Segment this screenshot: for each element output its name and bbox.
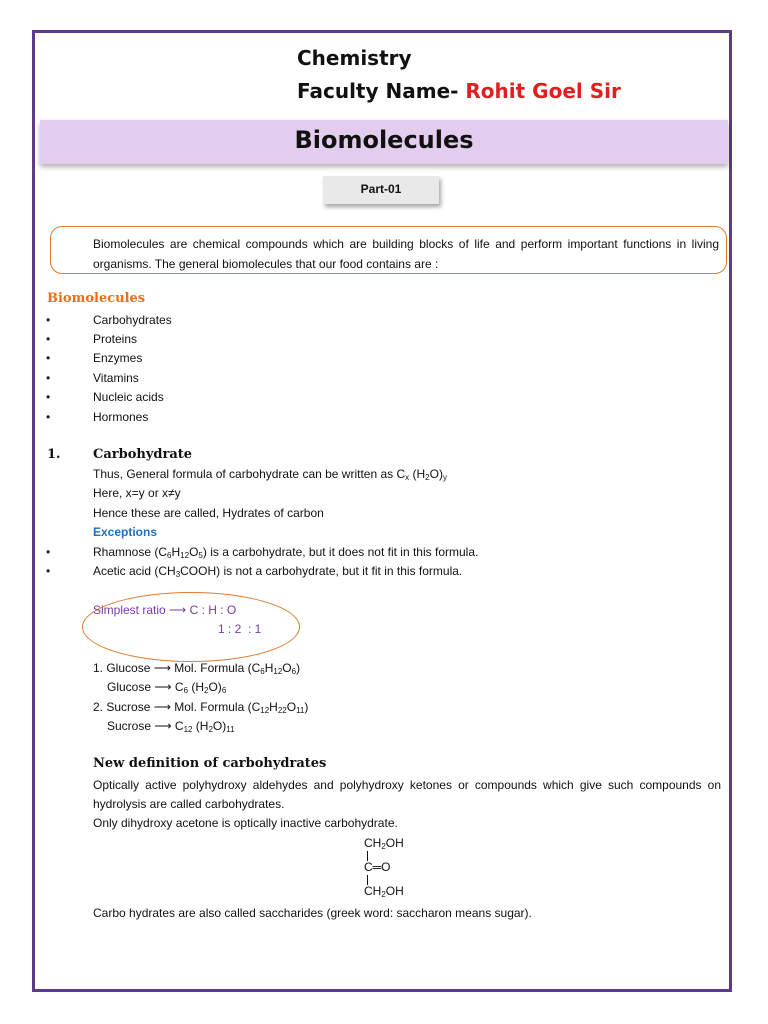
list-item: • [46, 351, 51, 365]
structure-top [364, 836, 404, 851]
formula-text: 1. Glucose ⟶ Mol. Formula (C [93, 661, 261, 675]
subscript: 2 [204, 686, 209, 695]
glucose-carbon-formula [107, 680, 226, 695]
subscript: y [442, 473, 447, 482]
formula-text: ) is a carbohydrate, but it does not fit in this formula. [202, 545, 479, 559]
subscript: 2 [381, 890, 386, 899]
general-formula-line [93, 467, 447, 482]
list-item: • [46, 545, 51, 559]
formula-text: O) [208, 680, 222, 694]
saccharides-line: Carbo hydrates are also called saccharides (greek word: saccharon means sugar). [93, 906, 532, 920]
formula-text: O [286, 700, 297, 714]
subscript: 6 [260, 667, 265, 676]
list-item: • [46, 332, 51, 346]
hence-line: Hence these are called, Hydrates of carbon [93, 506, 324, 520]
formula-text: O [282, 661, 292, 675]
exception-rhamnose [93, 545, 478, 560]
ratio-label: Simplest ratio [93, 603, 166, 617]
faculty-prefix: Faculty Name- [297, 79, 459, 103]
section-heading: Carbohydrate [93, 447, 193, 462]
list-item: • [46, 390, 51, 404]
list-item-label: Proteins [93, 332, 138, 346]
formula-text: Rhamnose (C [93, 545, 168, 559]
list-item: • [46, 313, 51, 327]
intro-box [50, 226, 727, 274]
list-item-label: Carbohydrates [93, 313, 172, 327]
subscript: 12 [260, 706, 270, 715]
list-item: • [46, 564, 51, 578]
formula-text: H [264, 661, 274, 675]
structure-carbonyl: C═O [364, 860, 391, 874]
ratio-values: 1 : 2 : 1 [218, 622, 262, 636]
formula-text: (H [409, 467, 426, 481]
exception-acetic-acid [93, 564, 462, 579]
formula-text: O) [429, 467, 443, 481]
glucose-mol-formula [93, 661, 300, 676]
intro-text: Biomolecules are chemical compounds which are building blocks of life and perform important functions in living organisms. The general biomolecules that our food contains are : [93, 237, 719, 271]
subscript: 12 [273, 667, 283, 676]
subscript: 6 [167, 551, 172, 560]
list-item-label: Vitamins [93, 371, 139, 385]
exceptions-heading: Exceptions [93, 525, 158, 539]
new-definition-heading: New definition of carbohydrates [93, 756, 327, 771]
formula-text: OH [385, 836, 404, 850]
title-banner [40, 120, 728, 164]
faculty-name: Rohit Goel Sir [465, 79, 621, 103]
formula-text: (H [188, 680, 205, 694]
section-number: 1. [47, 447, 61, 462]
formula-text: H [269, 700, 278, 714]
subscript: 11 [226, 725, 235, 734]
formula-text: O) [212, 719, 227, 733]
biomolecules-heading: Biomolecules [47, 291, 146, 306]
sucrose-carbon-formula [107, 719, 235, 734]
subscript: 2 [425, 473, 430, 482]
list-item: • [46, 371, 51, 385]
formula-text: (H [192, 719, 209, 733]
here-line: Here, x=y or x≠y [93, 486, 181, 500]
list-item-label: Hormones [93, 410, 149, 424]
formula-text: ) [304, 700, 309, 714]
list-item-label: Enzymes [93, 351, 143, 365]
list-item-label: Nucleic acids [93, 390, 164, 404]
formula-text: H [171, 545, 181, 559]
subscript: 2 [208, 725, 213, 734]
formula-text: CH [364, 884, 382, 898]
formula-text: OH [385, 884, 404, 898]
subscript: 6 [183, 686, 189, 695]
formula-text: CH [364, 836, 382, 850]
subscript: 3 [175, 570, 181, 579]
subscript: 5 [198, 551, 203, 560]
subject-title [297, 46, 412, 70]
part-label: Part-01 [360, 182, 402, 196]
subscript: 11 [296, 706, 305, 715]
ratio-elements: C : H : O [189, 603, 237, 617]
subscript: 6 [221, 686, 227, 695]
formula-text: Thus, General formula of carbohydrate can be written as C [93, 467, 406, 481]
formula-text: ) [296, 661, 301, 675]
subscript: 2 [381, 842, 386, 851]
structure-bottom [364, 884, 404, 899]
part-badge [323, 176, 439, 204]
formula-text: Acetic acid (CH [93, 564, 176, 578]
faculty-line [297, 79, 621, 103]
formula-text: COOH) is not a carbohydrate, but it fit in this formula. [180, 564, 463, 578]
ratio-line [93, 603, 236, 617]
subscript: x [405, 473, 410, 482]
subject-label: Chemistry [297, 46, 412, 70]
subscript: 12 [183, 725, 193, 734]
subscript: 12 [180, 551, 190, 560]
sucrose-mol-formula [93, 700, 308, 715]
formula-text: Glucose ⟶ C [107, 680, 184, 694]
formula-text: O [189, 545, 199, 559]
inactive-line: Only dihydroxy acetone is optically inactive carbohydrate. [93, 816, 398, 830]
new-definition-text: Optically active polyhydroxy aldehydes and polyhydroxy ketones or compounds which give such compounds on hydrolysis are called carbohydrates. [93, 778, 721, 811]
formula-text: Sucrose ⟶ C [107, 719, 184, 733]
subscript: 6 [291, 667, 297, 676]
subscript: 22 [277, 706, 287, 715]
list-item: • [46, 410, 51, 424]
page-title: Biomolecules [294, 126, 474, 154]
formula-text: 2. Sucrose ⟶ Mol. Formula (C [93, 700, 261, 714]
arrow-icon: ⟶ [169, 603, 187, 617]
